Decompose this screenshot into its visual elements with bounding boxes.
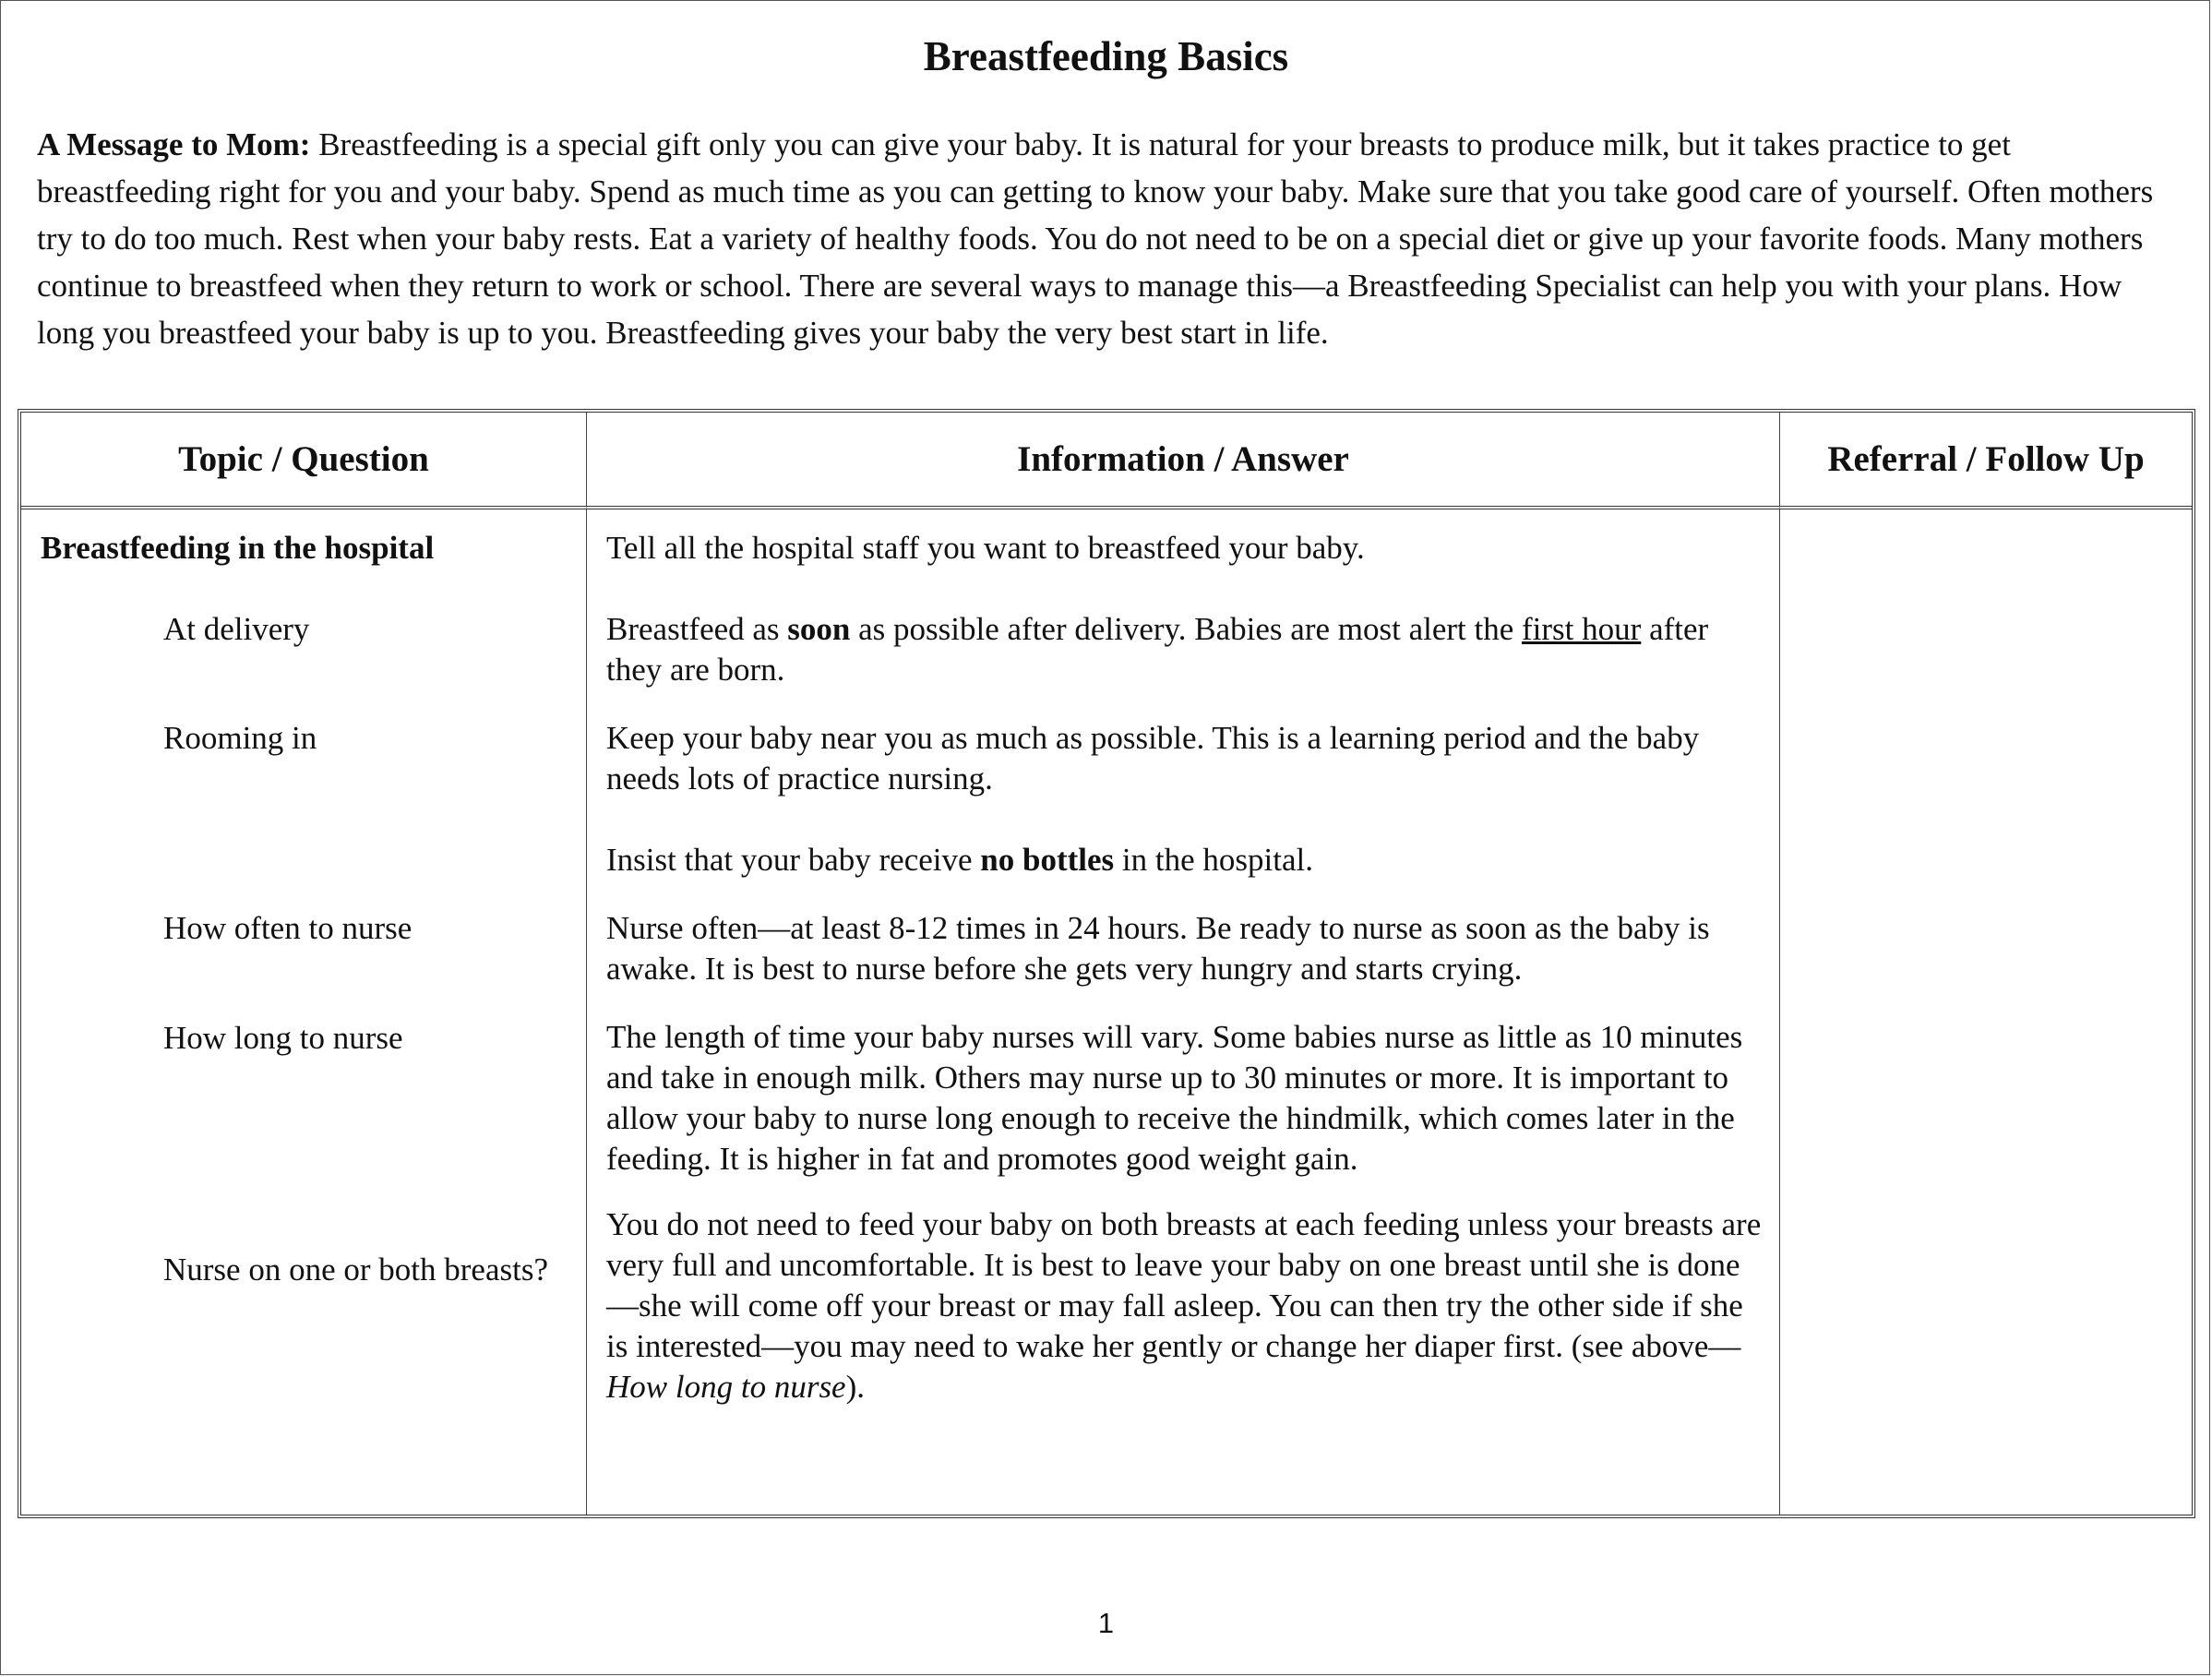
topic-how-long: How long to nurse [163, 1020, 403, 1056]
topic-how-often: How often to nurse [163, 910, 413, 946]
answer-how-often: Nurse often—at least 8-12 times in 24 hours. Be ready to nurse as soon as the baby is awake. It is best to nurse before she gets very hungry and starts crying. [606, 910, 1710, 987]
intro-paragraph [37, 121, 2187, 356]
header-information: Information / Answer [587, 413, 1780, 509]
answer-one-or-both: You do not need to feed your baby on both breasts at each feeding unless your breasts are very full and uncomfortable. It is best to leave your baby on one breast until she is done—she will come off your breast or may fall asleep. You can then try the other side if she is interested—you may need to wake her gently or change her diaper first. (see above—How long to nurse). [606, 1206, 1762, 1405]
answer-hospital: Tell all the hospital staff you want to breastfeed your baby. [606, 530, 1365, 566]
table-row [21, 509, 2192, 1515]
answer-how-long: The length of time your baby nurses will vary. Some babies nurse as little as 10 minutes and take in enough milk. Others may nurse up to 30 minutes or more. It is important to allow your baby to nurse long enough to receive the hindmilk, which comes later in the feeding. It is higher in fat and promotes good weight gain. [606, 1019, 1743, 1177]
topic-column [21, 509, 587, 1515]
topic-at-delivery: At delivery [163, 611, 310, 647]
answer-column [587, 509, 1780, 1515]
intro-text: Breastfeeding is a special gift only you can give your baby. It is natural for your breasts to produce milk, but it takes practice to get breastfeeding right for you and your baby. Spend as much time as you can getting to know your baby. Make sure that you take good care of yourself. Often mothers try to do too much. Rest when your baby rests. Eat a variety of healthy foods. You do not need to be on a special diet or give up your favorite foods. Many mothers continue to breastfeed when they return to work or school. There are several ways to manage this—a Breastfeeding Specialist can help you with your plans. How long you breastfeed your baby is up to you. Breastfeeding gives your baby the very best start in life. [37, 126, 2154, 351]
answer-no-bottles: Insist that your baby receive no bottles in the hospital. [606, 842, 1313, 878]
page-number: 1 [1097, 1607, 1115, 1639]
answer-at-delivery: Breastfeed as soon as possible after delivery. Babies are most alert the first hour after they are born. [606, 611, 1709, 688]
topic-one-or-both: Nurse on one or both breasts? [163, 1252, 548, 1288]
table-header-row [21, 413, 2192, 509]
intro-lead: A Message to Mom: [37, 126, 311, 162]
header-topic: Topic / Question [21, 413, 587, 509]
answer-rooming-in: Keep your baby near you as much as possible. This is a learning period and the baby needs lots of practice nursing. [606, 720, 1700, 797]
header-referral: Referral / Follow Up [1780, 413, 2192, 509]
page-title: Breastfeeding Basics [923, 33, 1289, 79]
referral-column [1780, 509, 2192, 1515]
info-table [18, 409, 2195, 1518]
topic-rooming-in: Rooming in [163, 720, 317, 756]
section-title: Breastfeeding in the hospital [41, 530, 435, 566]
